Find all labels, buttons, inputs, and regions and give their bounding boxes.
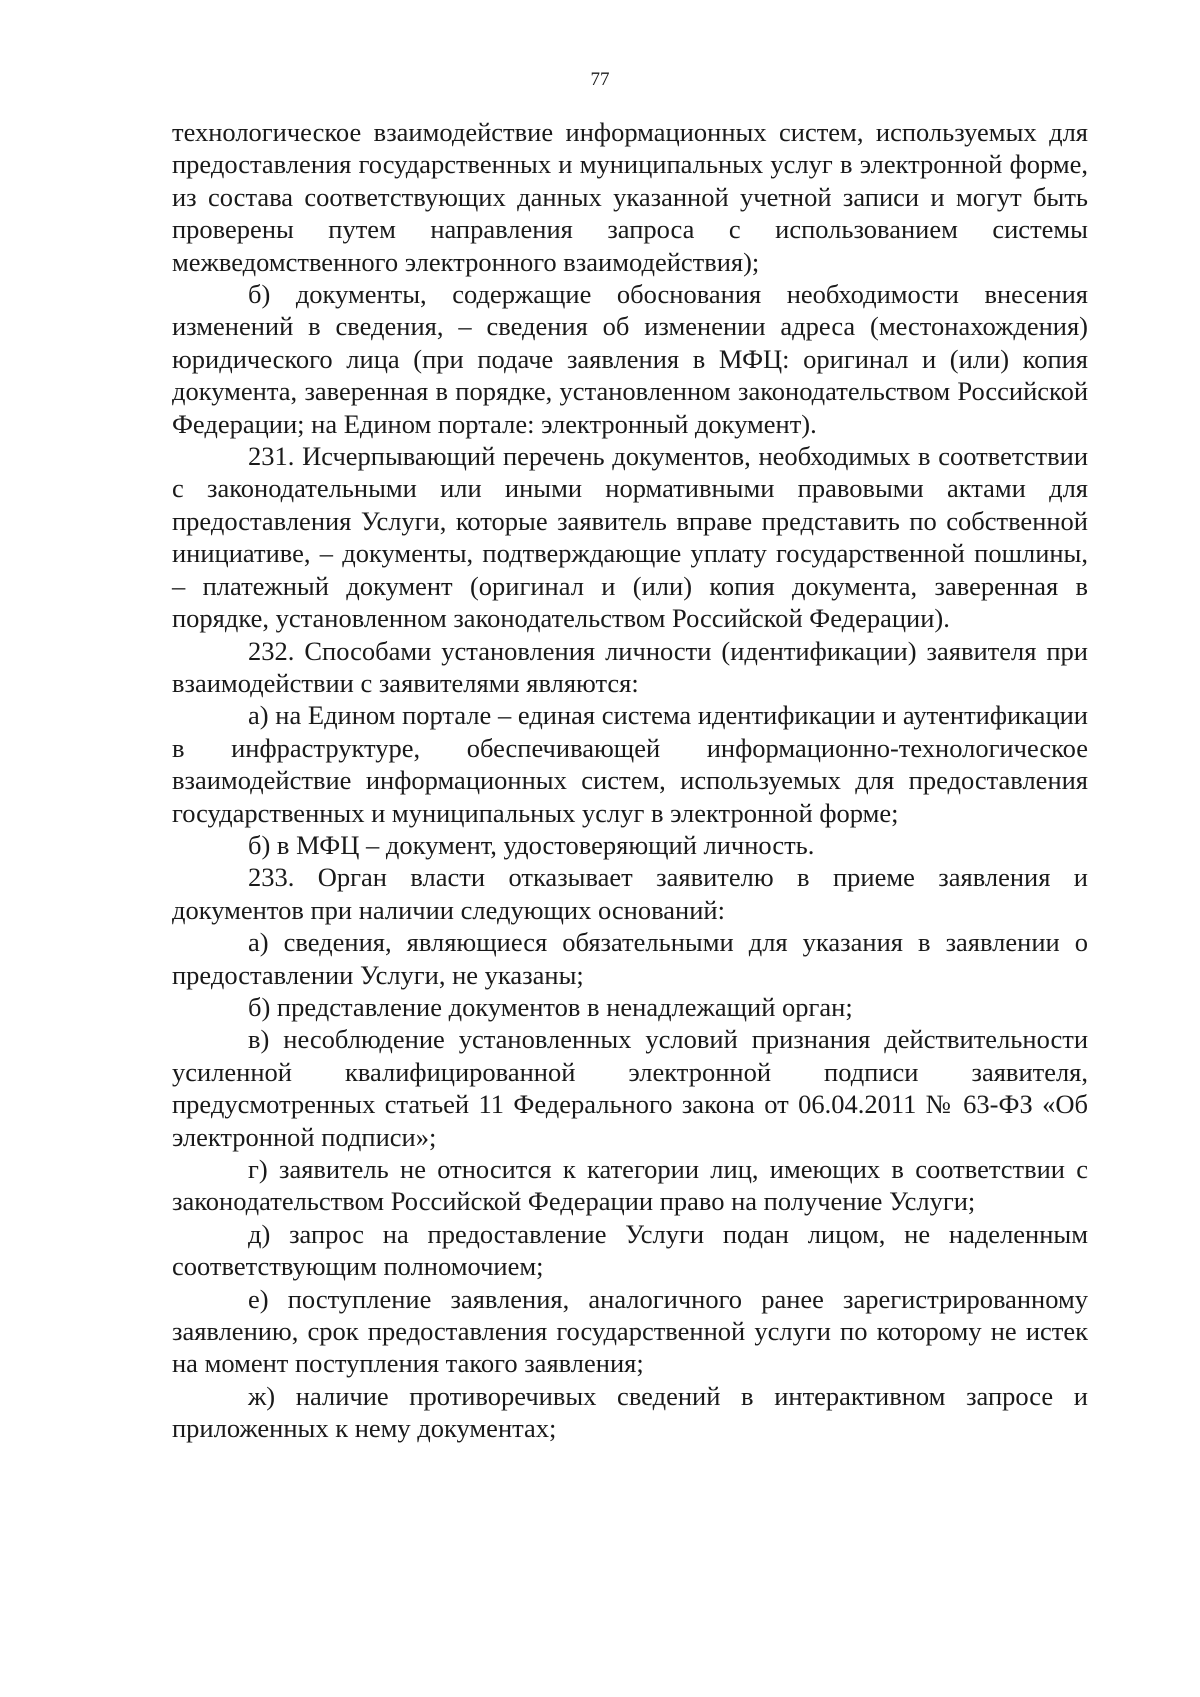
paragraph: ж) наличие противоречивых сведений в интерактивном запросе и приложенных к нему документах; xyxy=(172,1380,1088,1444)
paragraph: е) поступление заявления, аналогичного ранее зарегистрированному заявлению, срок предоставления государственной услуги по которому не истек на момент поступления такого заявления; xyxy=(172,1283,1088,1379)
paragraph: а) на Едином портале – единая система идентификации и аутентификации в инфраструктуре, обеспечивающей информационно-технологическое взаимодействие информационных систем, используемых для предоставления государственных и муниципальных услуг в электронной форме; xyxy=(172,700,1088,828)
paragraph: б) представление документов в ненадлежащий орган; xyxy=(248,991,853,1022)
paragraph: д) запрос на предоставление Услуги подан лицом, не наделенным соответствующим полномочием; xyxy=(172,1218,1088,1282)
paragraph: а) сведения, являющиеся обязательными для указания в заявлении о предоставлении Услуги, не указаны; xyxy=(172,927,1088,990)
paragraph: 231. Исчерпывающий перечень документов, необходимых в соответствии с законодательными или иными нормативными правовыми актами для предоставления Услуги, которые заявитель вправе представить по собственной инициативе, – документы, подтверждающие уплату государственной пошлины, – платежный документ (оригинал и (или) копия документа, заверенная в порядке, установленном законодательством Российской Федерации). xyxy=(172,441,1088,634)
paragraph: технологическое взаимодействие информационных систем, используемых для предоставления государственных и муниципальных услуг в электронной форме, из состава соответствующих данных указанной учетной записи и могут быть проверены путем направления запроса с использованием системы межведомственного электронного взаимодействия); xyxy=(172,117,1088,277)
paragraph: б) документы, содержащие обоснования необходимости внесения изменений в сведения, – сведения об изменении адреса (местонахождения) юридического лица (при подаче заявления в МФЦ: оригинал и (или) копия документа, заверенная в порядке, установленном законодательством Российской Федерации; на Едином портале: электронный документ). xyxy=(172,279,1088,439)
paragraph: б) в МФЦ – документ, удостоверяющий личность. xyxy=(248,829,815,860)
paragraph: в) несоблюдение установленных условий признания действительности усиленной квалифицированной электронной подписи заявителя, предусмотренных статьей 11 Федерального закона от 06.04.2011 № 63-ФЗ «Об электронной подписи»; xyxy=(172,1024,1088,1152)
page-number: 77 xyxy=(590,69,610,90)
document-body xyxy=(172,116,1088,1445)
paragraph: 232. Способами установления личности (идентификации) заявителя при взаимодействии с заявителями являются: xyxy=(172,635,1088,698)
paragraph: 233. Орган власти отказывает заявителю в приеме заявления и документов при наличии следующих оснований: xyxy=(172,862,1088,925)
paragraph: г) заявитель не относится к категории лиц, имеющих в соответствии с законодательством Российской Федерации право на получение Услуги; xyxy=(172,1154,1088,1217)
